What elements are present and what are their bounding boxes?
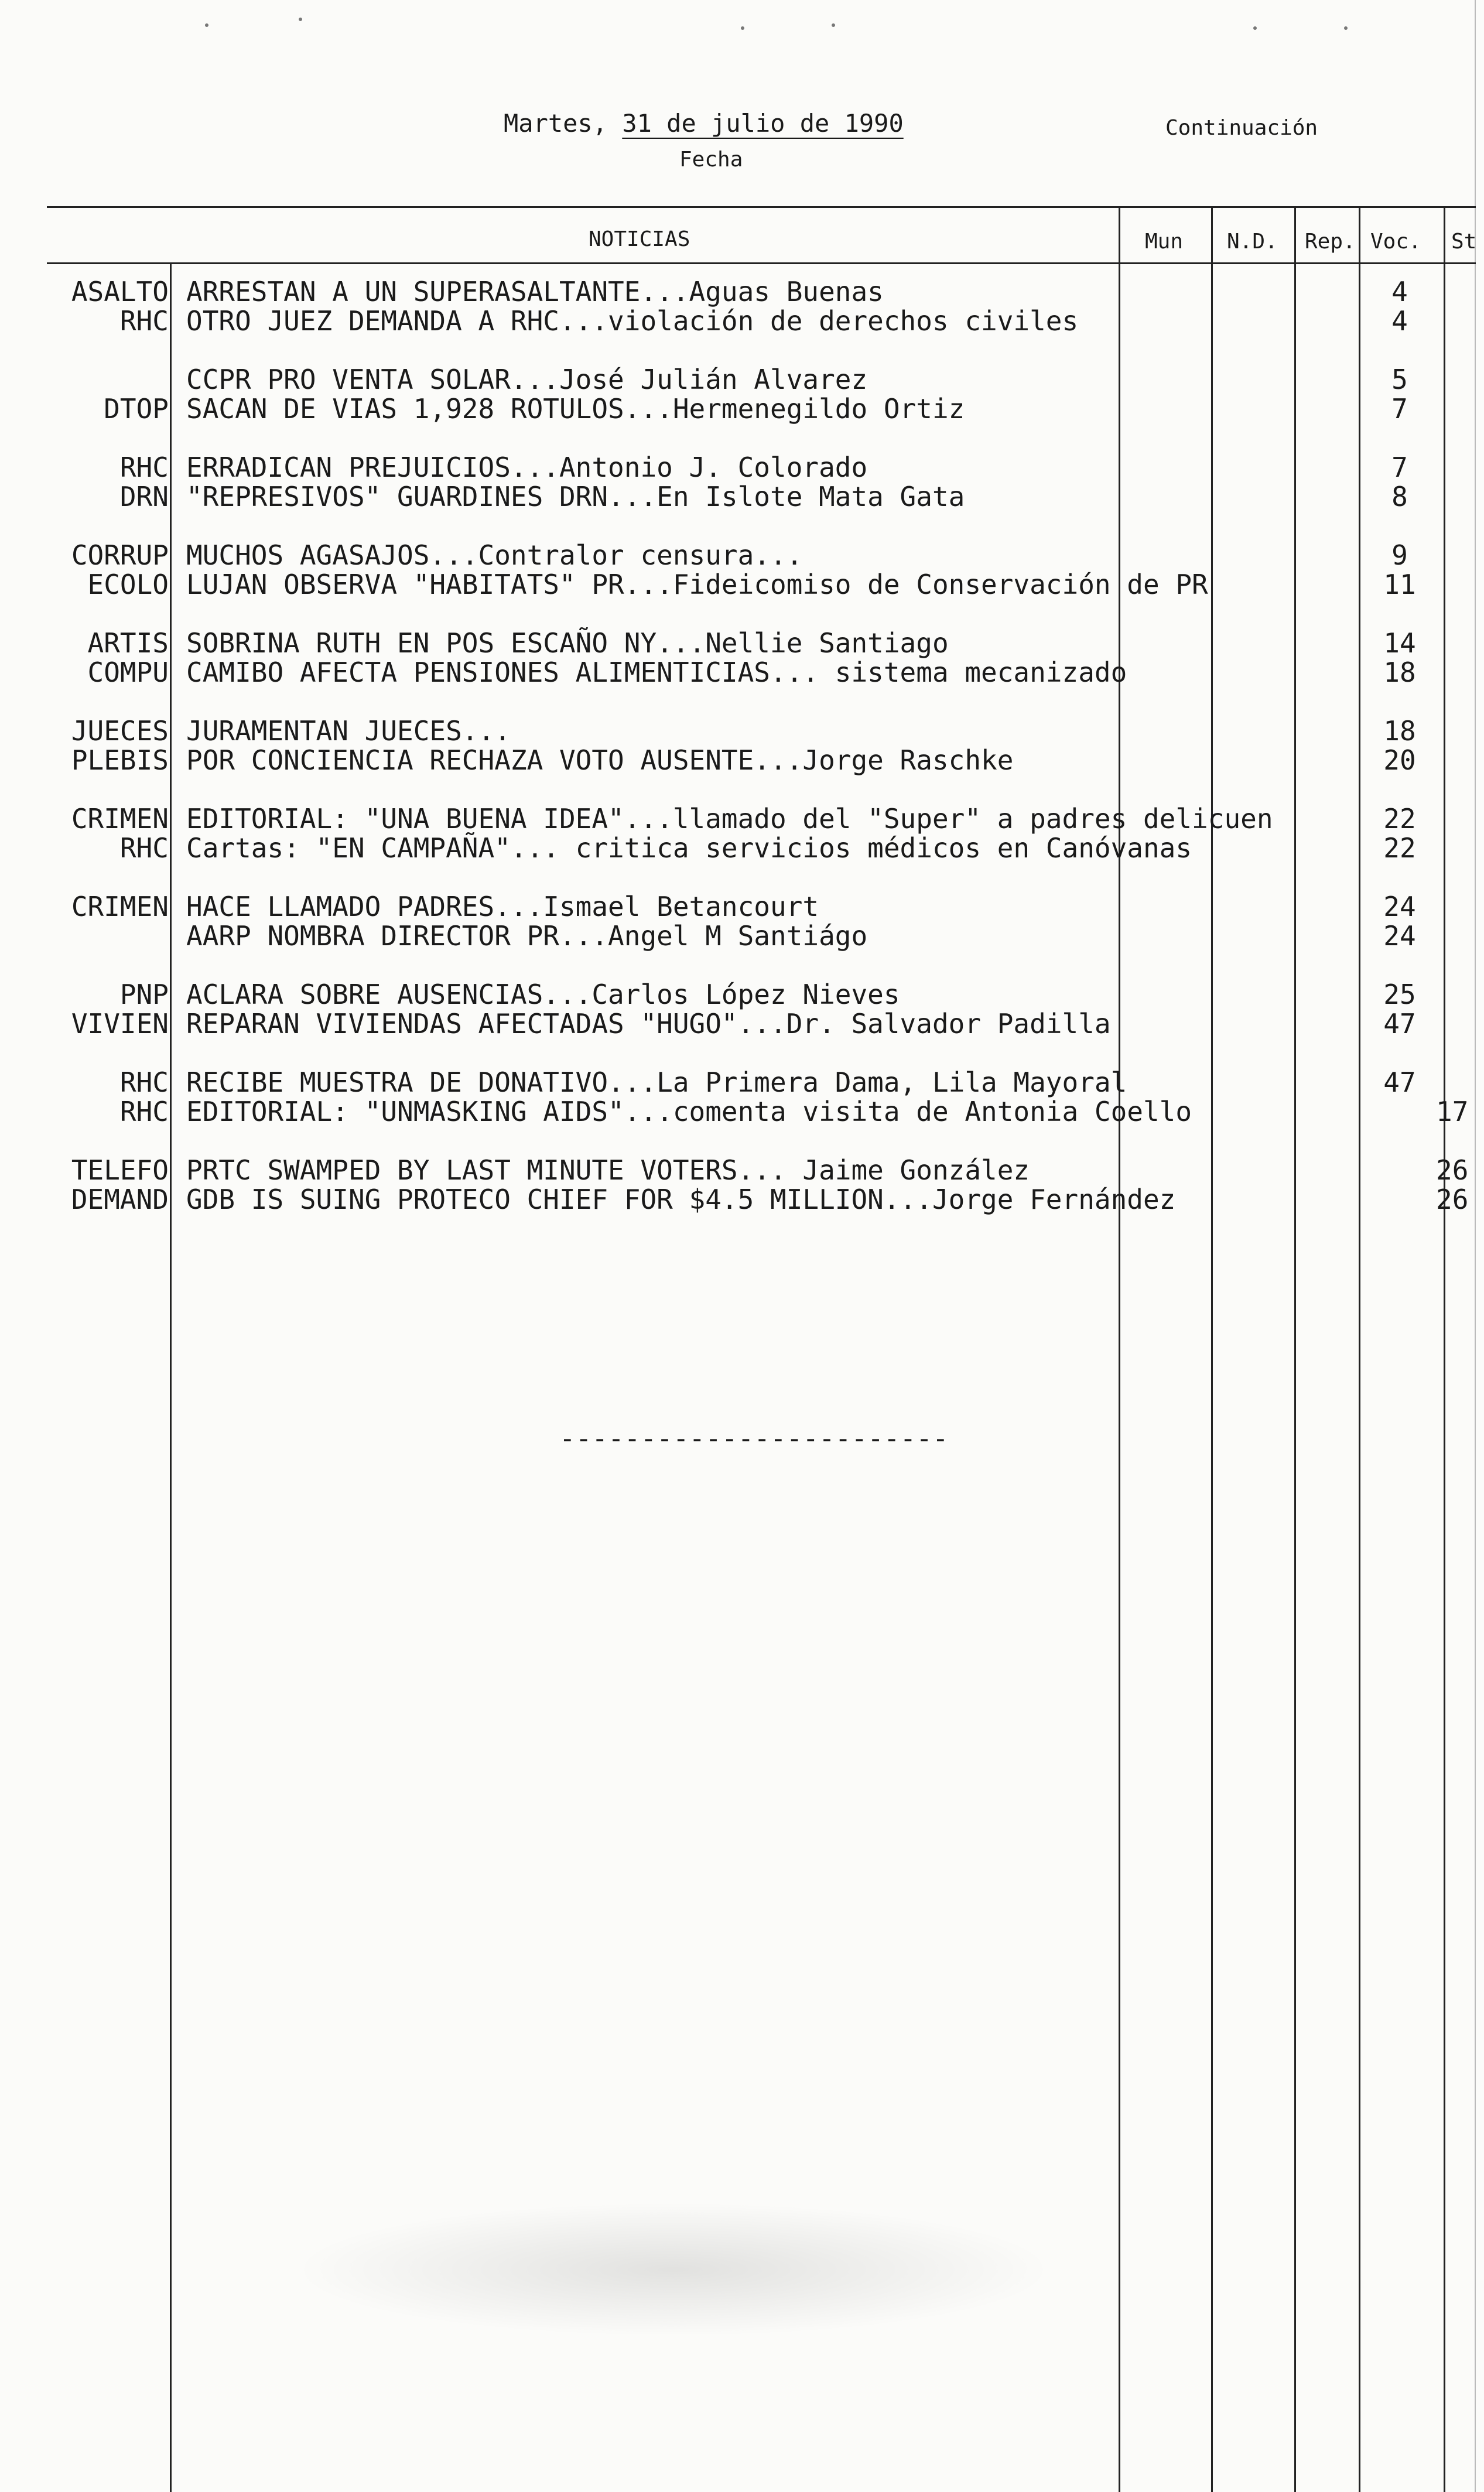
row-category: TELEFO [71, 1154, 169, 1186]
row-voc-page: 18 [1383, 657, 1416, 688]
row-category: CRIMEN [71, 803, 169, 835]
row-st-page: 26 [1436, 1154, 1469, 1186]
row-voc-page: 4 [1391, 276, 1408, 307]
row-voc-page: 7 [1391, 452, 1408, 483]
row-category: VIVIEN [71, 1008, 169, 1040]
page-edge [1475, 0, 1476, 2492]
row-headline: CCPR PRO VENTA SOLAR...José Julián Alvarez [186, 364, 868, 395]
row-st-page: 17 [1436, 1096, 1469, 1127]
continuation-label: Continuación [1165, 116, 1318, 140]
row-headline: OTRO JUEZ DEMANDA A RHC...violación de derechos civiles [186, 305, 1079, 337]
row-voc-page: 4 [1391, 305, 1408, 337]
row-voc-page: 47 [1383, 1066, 1416, 1098]
row-headline: REPARAN VIVIENDAS AFECTADAS "HUGO"...Dr. Salvador Padilla [186, 1008, 1111, 1040]
header-mun: Mun [1145, 230, 1184, 254]
row-category: RHC [119, 1096, 169, 1127]
column-divider-mun [1119, 206, 1120, 2492]
row-headline: AARP NOMBRA DIRECTOR PR...Angel M Santiágo [186, 920, 868, 952]
row-headline: GDB IS SUING PROTECO CHIEF FOR $4.5 MILLION...Jorge Fernández [186, 1184, 1176, 1215]
end-rule: ------------------------ [559, 1423, 949, 1454]
row-headline: SACAN DE VIAS 1,928 ROTULOS...Hermenegildo Ortiz [186, 393, 965, 425]
header-st: St [1451, 230, 1477, 254]
row-headline: JURAMENTAN JUECES... [186, 715, 511, 747]
row-voc-page: 22 [1383, 832, 1416, 864]
row-voc-page: 5 [1391, 364, 1408, 395]
scan-speck [832, 23, 835, 27]
row-headline: EDITORIAL: "UNA BUENA IDEA"...llamado del "Super" a padres delicuen [186, 803, 1273, 835]
column-divider-st [1444, 206, 1445, 2492]
scan-speck [741, 26, 744, 30]
row-voc-page: 8 [1391, 481, 1408, 512]
row-category: DRN [119, 481, 169, 512]
row-headline: RECIBE MUESTRA DE DONATIVO...La Primera Dama, Lila Mayoral [186, 1066, 1127, 1098]
scan-speck [299, 18, 302, 21]
header-voc: Voc. [1370, 230, 1421, 254]
row-headline: ERRADICAN PREJUICIOS...Antonio J. Colorado [186, 452, 868, 483]
row-category: ECOLO [87, 569, 169, 600]
row-headline: SOBRINA RUTH EN POS ESCAÑO NY...Nellie Santiago [186, 627, 949, 659]
row-headline: ACLARA SOBRE AUSENCIAS...Carlos López Nieves [186, 979, 900, 1010]
column-divider-category [170, 264, 172, 2492]
table-header-rule [47, 262, 1476, 264]
row-category: DTOP [104, 393, 169, 425]
row-voc-page: 18 [1383, 715, 1416, 747]
column-divider-nd [1211, 206, 1213, 2492]
scan-smudge [293, 2202, 1054, 2337]
date-value: 31 de julio de 1990 [622, 109, 904, 138]
row-headline: LUJAN OBSERVA "HABITATS" PR...Fideicomiso de Conservación de PR [186, 569, 1208, 600]
row-headline: MUCHOS AGASAJOS...Contralor censura... [186, 539, 803, 571]
row-category: RHC [119, 1066, 169, 1098]
column-divider-rep [1294, 206, 1296, 2492]
scan-speck [205, 23, 208, 27]
row-category: RHC [119, 452, 169, 483]
row-voc-page: 9 [1391, 539, 1408, 571]
table-top-rule [47, 206, 1476, 208]
row-category: CRIMEN [71, 891, 169, 922]
row-category: JUECES [71, 715, 169, 747]
row-voc-page: 25 [1383, 979, 1416, 1010]
row-category: RHC [119, 305, 169, 337]
row-headline: EDITORIAL: "UNMASKING AIDS"...comenta visita de Antonia Coello [186, 1096, 1192, 1127]
date-prefix: Martes, [504, 109, 608, 138]
date-caption: Fecha [679, 148, 743, 172]
row-headline: "REPRESIVOS" GUARDINES DRN...En Islote Mata Gata [186, 481, 965, 512]
row-headline: CAMIBO AFECTA PENSIONES ALIMENTICIAS... sistema mecanizado [186, 657, 1127, 688]
row-st-page: 26 [1436, 1184, 1469, 1215]
row-voc-page: 24 [1383, 920, 1416, 952]
scan-speck [1253, 26, 1257, 30]
row-category: ARTIS [87, 627, 169, 659]
row-category: PNP [119, 979, 169, 1010]
row-category: COMPU [87, 657, 169, 688]
row-voc-page: 7 [1391, 393, 1408, 425]
row-voc-page: 20 [1383, 744, 1416, 776]
row-voc-page: 22 [1383, 803, 1416, 835]
row-headline: Cartas: "EN CAMPAÑA"... critica servicios médicos en Canóvanas [186, 832, 1192, 864]
row-category: DEMAND [71, 1184, 169, 1215]
header-noticias: NOTICIAS [589, 227, 690, 251]
row-voc-page: 47 [1383, 1008, 1416, 1040]
row-voc-page: 11 [1383, 569, 1416, 600]
row-voc-page: 14 [1383, 627, 1416, 659]
row-headline: ARRESTAN A UN SUPERASALTANTE...Aguas Buenas [186, 276, 884, 307]
row-category: ASALTO [71, 276, 169, 307]
header-rep: Rep. [1305, 230, 1356, 254]
row-headline: PRTC SWAMPED BY LAST MINUTE VOTERS... Jaime González [186, 1154, 1030, 1186]
header-nd: N.D. [1227, 230, 1278, 254]
scan-speck [1344, 26, 1348, 30]
row-voc-page: 24 [1383, 891, 1416, 922]
row-headline: HACE LLAMADO PADRES...Ismael Betancourt [186, 891, 819, 922]
row-headline: POR CONCIENCIA RECHAZA VOTO AUSENTE...Jorge Raschke [186, 744, 1014, 776]
row-category: PLEBIS [71, 744, 169, 776]
row-category: RHC [119, 832, 169, 864]
date-line [504, 109, 904, 138]
row-category: CORRUP [71, 539, 169, 571]
